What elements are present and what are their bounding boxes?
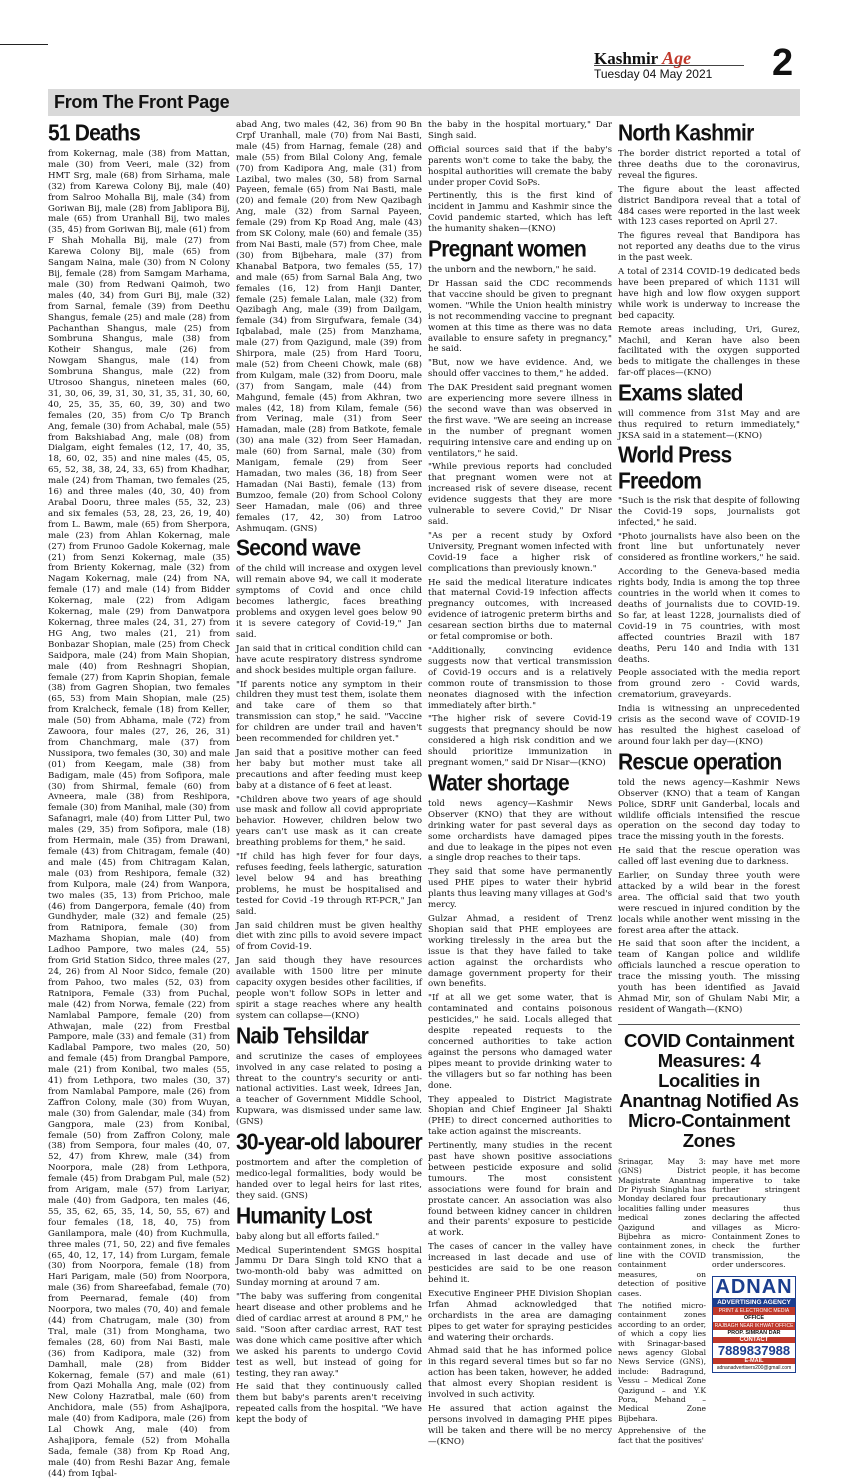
column-1 bbox=[48, 120, 230, 1479]
ad-phone-number: 7889837988 bbox=[717, 1342, 791, 1358]
article-paragraph: Srinagar, May 3: (GNS) District Magistrate Anantnag Dr Piyush Singhla has Monday declared four localities falling under medical zones Qazigund and Bijbehra as micro-containment zones, in line with the COVID containment measures, on detection of positive cases. bbox=[618, 1156, 706, 1298]
article-paragraph: Earlier, on Sunday three youth were attacked by a wild bear in the forest area. The official said that two youth were rescued in injured condition by the locals while another went missing in the forest area after the attack. bbox=[618, 871, 800, 936]
covid-right-column bbox=[712, 1157, 800, 1448]
article-paragraph: The figure about the least affected district Bandipora reveal that a total of 484 cases were reported in the last week with 123 cases reported on April 27. bbox=[618, 184, 800, 228]
ad-agency-name: ADNAN bbox=[715, 1275, 793, 1298]
article-paragraph: The notified micro-containment zones according to an order, of which a copy lies with Srinagar-based news agency Global News Service (GNS), include: Badragund, Vessu – Medical Zone Qazigund – and Y.K Pora, Mehand – Medical Zone Bijbehara. bbox=[618, 1300, 706, 1423]
covid-left-column bbox=[618, 1157, 706, 1448]
article-paragraph: and scrutinize the cases of employees involved in any case related to posing a threat to the country's security or anti-national activities. Last week, Idrees Jan, a teacher of Government Middle School, Kupwara, was dismissed under same law. (GNS) bbox=[236, 1051, 422, 1128]
headline-rescue-operation: Rescue operation bbox=[618, 749, 782, 775]
headline-naib-tehsildar: Naib Tehsildar bbox=[236, 1023, 368, 1049]
article-paragraph: told the news agency—Kashmir News Observer (KNO) that a team of Kangan Police, SDRF unit Ganderbal, locals and wildlife officials intensified the rescue operation on the second day today to trace the missing youth in the forests. bbox=[618, 777, 800, 843]
article-paragraph: He assured that action against the persons involved in damaging PHE pipes will be taken and there will be no mercy—(KNO) bbox=[428, 1403, 612, 1447]
article-paragraph: They said that some have permanently used PHE pipes to water their hybrid plants thus leaving many villages at God's mercy. bbox=[428, 867, 612, 911]
headline-labourer: 30-year-old labourer bbox=[236, 1130, 422, 1155]
article-paragraph: "But, now we have evidence. And, we should offer vaccines to them," he added. bbox=[428, 358, 612, 380]
ad-email-address: adnanadvertisers200@gmail.com bbox=[716, 1364, 792, 1371]
headline-humanity-lost: Humanity Lost bbox=[236, 1203, 372, 1229]
article-paragraph: told news agency—Kashmir News Observer (KNO) that they are without drinking water for past several days as some orchardists have damaged pipes and due to leakage in the pipes not even a single drop reaches to their taps. bbox=[428, 798, 612, 864]
ad-agency-type: ADVERTISING AGENCY bbox=[713, 1298, 795, 1307]
article-paragraph: Official sources said that if the baby's parents won't come to take the baby, the hospital authorities will cremate the baby under proper Covid SoPs. bbox=[428, 144, 612, 188]
article-paragraph: He said that soon after the incident, a team of Kangan police and wildlife officials launched a rescue operation to trace the missing youth. The missing youth has been identified as Javaid Ahmad Mir, son of Ghulam Nabi Mir, a resident of Wangath—(KNO) bbox=[618, 939, 800, 1015]
newspaper-name: Kashmir Age bbox=[594, 48, 692, 68]
article-paragraph: According to the Geneva-based media rights body, India is among the top three countries in the world when it comes to deaths of journalists due to COVID-19. So far, at least 1228, journalists died of Covid-19 in 75 countries, with most affected countries Brazil with 187 deaths, Peru 140 and India with 131 deaths. bbox=[618, 567, 800, 665]
article-paragraph: They appealed to District Magistrate Shopian and Chief Engineer Jal Shakti (PHE) to direct concerned authorities to take action against the miscreants. bbox=[428, 1094, 612, 1138]
column-3 bbox=[428, 120, 612, 1447]
headline-pregnant-women: Pregnant women bbox=[428, 237, 586, 262]
article-paragraph: Jan said though they have resources available with 1500 litre per minute capacity oxygen besides other facilities, if people won't follow SOPs in letter and spirit a stage reaches where any health system can collapse—(KNO) bbox=[236, 956, 422, 1021]
article-paragraph: Ahmad said that he has informed police in this regard several times but so far no action has been taken, however, he added that almost every Shopian resident is involved in such activity. bbox=[428, 1346, 612, 1401]
article-paragraph: The border district reported a total of three deaths due to the coronavirus, reveal the figures. bbox=[618, 149, 800, 181]
section-bar bbox=[48, 89, 800, 116]
page-number: 2 bbox=[772, 42, 794, 84]
article-paragraph: "If child has high fever for four days, refuses feeding, feels lathergic, saturation level below 94 and has breathing problems, he must be hospitalised and tested for Covid -19 through RT-PCR," Jan said. bbox=[236, 852, 422, 917]
article-paragraph: Dr Hassan said the CDC recommends that vaccine should be given to pregnant women. "While the Union health ministry is not recommending vaccine to pregnant women at this time as there was no data available to ensure safety in pregnancy," he said. bbox=[428, 278, 612, 355]
covid-article-body bbox=[618, 1157, 800, 1448]
article-paragraph: Jan said that a positive mother can feed her baby but mother must take all precautions and after feeding must keep baby at a distance of 6 feet at least. bbox=[236, 747, 422, 791]
adnan-advertisement bbox=[712, 1276, 796, 1373]
masthead-rule bbox=[594, 65, 744, 66]
article-paragraph: "While previous reports had concluded that pregnant women were not at increased risk of severe disease, recent evidence suggests that they are more vulnerable to severe Covid," Dr Nisar said. bbox=[428, 462, 612, 527]
article-paragraph: will commence from 31st May and are thus required to return immediately," JKSA said in a statement—(KNO) bbox=[618, 409, 800, 441]
headline-exams-slated: Exams slated bbox=[618, 381, 743, 407]
article-paragraph: "The baby was suffering from congenital heart disease and other problems and he died of cardiac arrest at around 8 PM," he said. "Soon after cardiac arrest, RAT test was done which came positive after which we asked his parents to undergo Covid test as well, but instead of going for testing, they ran away." bbox=[236, 1292, 422, 1379]
headline-51-deaths: 51 Deaths bbox=[48, 121, 141, 146]
headline-world-press-freedom: World Press Freedom bbox=[618, 442, 732, 494]
article-paragraph: of the child will increase and oxygen level will remain above 94, we call it moderate symptoms of Covid and once child becomes lathergic, faces breathing problems and oxygen level goes below 90 it is severe category of Covid-19," Jan said. bbox=[236, 564, 422, 640]
article-paragraph: Medical Superintendent SMGS hospital Jammu Dr Dara Singh told KNO that a two-month-old baby was admitted on Sunday morning at around 7 am. bbox=[236, 1245, 422, 1289]
headline-covid-containment: COVID Containment Measures: 4 Localities in Anantnag Notified As Micro-Containment Zones bbox=[619, 1029, 799, 1151]
headline-second-wave: Second wave bbox=[236, 536, 361, 562]
ad-contact-label: CONTACT bbox=[713, 1337, 795, 1343]
headline-north-kashmir: North Kashmir bbox=[618, 121, 754, 146]
issue-date: Tuesday 04 May 2021 bbox=[594, 67, 713, 81]
article-paragraph: "If parents notice any symptom in their children they must test them, isolate them and take care of them so that transmission can stop," he said. "Vaccine for children are under trail and haven't been recommended for children yet." bbox=[236, 679, 422, 745]
article-paragraph: the baby in the hospital mortuary," Dar Singh said. bbox=[428, 120, 612, 141]
article-paragraph: Remote areas including, Uri, Gurez, Machil, and Keran have also been facilitated with the oxygen supported beds to mitigate the challenges in these far-off places—(KNO) bbox=[618, 324, 800, 379]
article-paragraph: People associated with the media report from ground zero - Covid wards, crematorium, graveyards. bbox=[618, 668, 800, 701]
section-title: From The Front Page bbox=[54, 92, 230, 112]
article-paragraph: He said the medical literature indicates that maternal Covid-19 infection affects pregnancy outcomes, with increased evidence of iatrogenic preterm births and cesarean section births due to maternal or fetal compromise or both. bbox=[428, 577, 612, 643]
ad-proprietor: PROP. SIMRAN DAR bbox=[727, 1329, 781, 1336]
article-paragraph: He said that the rescue operation was called off last evening due to darkness. bbox=[618, 846, 800, 868]
article-paragraph: "Children above two years of age should use mask and follow all covid appropriate behavior. However, children below two years can't use mask as it can create breathing problems for them," he said. bbox=[236, 794, 422, 849]
article-paragraph: Jan said that in critical condition child can have acute respiratory distress syndrome and shock besides multiple organ failure. bbox=[236, 643, 422, 676]
article-paragraph: "As per a recent study by Oxford University, Pregnant women infected with Covid-19 face a higher risk of complications than previously known." bbox=[428, 530, 612, 574]
covid-containment-article bbox=[618, 1024, 800, 1448]
article-paragraph: Pertinently, many studies in the recent past have shown positive associations between pesticide exposure and solid tumours. The most consistent associations were found for brain and prostate cancer. An association was also found between kidney cancer in children and their parents' exposure to pesticide at work. bbox=[428, 1141, 612, 1239]
article-paragraph: A total of 2314 COVID-19 dedicated beds have been prepared of which 1131 will have high and low flow oxygen support while work is underway to increase the bed capacity. bbox=[618, 267, 800, 321]
article-paragraph: the unborn and the newborn," he said. bbox=[428, 265, 597, 276]
article-paragraph: abad Ang, two males (42, 36) from 90 Bn Crpf Uranhall, male (70) from Nai Basti, male (45) from Harnag, female (28) and male (55) from Bilal Colony Ang, female (70) from Kadipora Ang, male (31) from Lazibal, two males (30, 58) from Sarnal Payeen, female (65) from Nai Basti, male (20) and female (20) from New Qazibagh Ang, male (32) from Sarnal Payeen, female (29) from Kp Road Ang, male (43) from SK Colony, male (60) and female (35) from Nai Basti, male (57) from Chee, male (30) from Bijbehara, male (37) from Khanabal Batpora, two females (55, 17) and male (65) from Sarnal Bala Ang, two females (16, 12) from Hanji Danter, female (25) female Lalan, male (32) from Qazibagh Ang, male (39) from Dailgam, female (34) from Sirgufwara, female (34) Iqbalabad, male (25) from Manzhama, male (27) from Qazigund, male (39) from Shirpora, male (25) from Hard Tooru, male (52) from Cheeni Chowk, male (68) from Kulgam, male (32) from Dooru, male (37) from Sangam, male (44) from Mahgund, female (45) from Akhran, two males (42, 18) from Kilam, female (56) from Verinag, male (31) from Seer Hamadan, male (28) from Batkote, female (30) ana male (32) from Seer Hamadan, male (60) from Sarnal, male (30) from Manigam, female (29) from Seer Hamadan, two males (36, 18) from Seer Hamadan (Nai Basti), female (13) from Bumzoo, female (20) from School Colony Seer Hamadan, male (06) and three females (17, 42, 30) from Latroo Ashmuqam. (GNS) bbox=[236, 120, 422, 534]
article-paragraph: "Photo journalists have also been on the front line but unfortunately never considered as frontline workers," he said. bbox=[618, 531, 800, 564]
ad-email-label: E-MAIL bbox=[713, 1358, 795, 1364]
ad-media-strip: PRINT & ELECTRONIC MEDIA bbox=[713, 1307, 795, 1315]
article-paragraph: India is witnessing an unprecedented crisis as the second wave of COVID-19 has resulted the highest caseload of around four lakh per day—(KNO) bbox=[618, 704, 800, 747]
article-paragraph: "Such is the risk that despite of following the Covid-19 sops, journalists got infected," he said. bbox=[618, 495, 800, 528]
ad-address: RAJBAGH NEAR IKHWAT OFFICE bbox=[714, 1322, 794, 1329]
article-paragraph: Apprehensive of the fact that the positives' bbox=[618, 1426, 706, 1445]
article-paragraph: "If at all we get some water, that is contaminated and contains poisonous pesticides," he said. Locals alleged that despite repeated requests to the concerned authorities to take action against the persons who damaged water pipes meant to provide drinking water to the villagers but so far nothing has been done. bbox=[428, 993, 612, 1091]
article-paragraph: from Kokernag, male (38) from Mattan, male (30) from Veeri, male (32) from HMT Srg, male (68) from Sirhama, male (32) from Karewa Colony Bij, male (40) from Salroo Mohalla Bij, male (34) from Goriwan Bij, male (28) from Jablipora Bij, male (65) from Uranhall Bij, two males (35, 45) from Goriwan Bij, male (61) from F Shah Mohalla Bij, male (27) from Karewa Colony Bij, male (65) from Sangam Naina, male (30) from N Colony Bij, female (28) from Samgam Marhama, male (30) from Redwani Qaimoh, two males (40, 34) from Guri Bij, male (32) from Sarnal, female (39) from Deethu Shangus, female (25) and male (28) from Pachanthan Shangus, male (25) from Sombruna Shangus, male (38) from Kotheir Shangus, male (26) from Nowgam Shangus, male (14) from Sombruna Shangus, male (22) from Utrosoo Shangus, nineteen males (60, 31, 30, 06, 39, 31, 30, 31, 35, 31, 30, 60, 40, 25, 35, 35, 60, 39, 30) and two females (20, 35) from C/o Tp Branch Ang, female (30) from Achabal, male (55) from Bakshiabad Ang, male (08) from Dialgam, eight females (12, 17, 40, 35, 18, 60, 02, 35) and nine males (45, 05, 65, 52, 38, 38, 24, 33, 65) from Khadhar, male (24) from Thaman, two females (25, 16) and three males (40, 30, 40) from Arabal Dooru, three males (55, 32, 23) and six females (53, 28, 23, 26, 19, 40) from L. Bawm, male (65) from Sherpora, male (23) from Ahlan Kokernag, male (27) from Frunoo Gadole Kokernag, male (21) from Senzi Kokernag, male (35) from Brienty Kokernag, male (32) from Nagam Kokernag, male (24) from NA, female (17) and male (14) from Bidder Kokernag, male (22) from Adigam Kokernag, male (29) from Danwatpora Kokernag, three males (24, 31, 27) from HG Ang, two males (21, 21) from Bonbazar Shopian, male (25) from Check Saidpora, male (24) from Main Shopian, male (40) from Reshnagri Shopian, female (27) from Kaprin Shopian, female (38) from Gagren Shopian, two females (65, 53) from Main Shopian, male (25) from Kralcheck, female (18) from Keller, male (50) from Abhama, male (72) from Zawoora, four males (27, 26, 26, 31) from Chanchmarg, male (37) from Nussipora, two females (30, 30) and male (01) from Keegam, male (38) from Badigam, male (45) from Sofipora, male (30) from Shirmal, female (60) from Avneera, male (38) from Reshipora, female (30) from Manihal, male (30) from Safanagri, male (40) from Litter Pul, two males (29, 35) from Sofipora, male (18) from Hermain, male (35) from Drawani, female (43) from Chitragam, female (40) and male (45) from Chitragam Kalan, male (03) from Reshipora, female (32) from Kulpora, male (24) from Wanpora, two males (35, 13) from Prichoo, male (46) from Dangerpora, female (40) from Gundhyder, male (32) and female (25) from Ratnipora, female (30) from Mazhama Shopian, male (40) from Ladhoo Pampore, two males (24, 55) from Grid Station Sidco, three males (27, 24, 26) from Al Noor Sidco, female (20) from Pahoo, two males (52, 03) from Ratnipora, Female (33) from Puchal, male (42) from Norwa, female (22) from Namlabal Pampore, female (20) from Athwajan, male (22) from Frestbal Pampore, male (33) and female (31) from Kadlabal Pampore, two males (20, 50) and female (45) from Drangbal Pampore, male (21) from Konibal, two males (55, 41) from Lethpora, two males (30, 37) from Namlabal Pampore, male (26) from Zaffron Colony, male (30) from Wuyan, male (30) from Galendar, male (34) from Gangpora, male (23) from Konibal, female (50) from Zaffron Colony, male (38) from Sempora, four males (40, 07, 52, 47) from Khrew, male (34) from Noorpora, male (28) from Lethpora, female (45) from Drabgam Pul, male (52) from Arigam, male (57) from Lariyar, male (40) from Gadpora, ten males (46, 55, 35, 62, 65, 35, 14, 50, 55, 67) and four females (18, 18, 40, 75) from Ganilampora, male (40) from Kuchmulla, three males (71, 50, 22) and five females (65, 40, 12, 17, 14) from Lurgam, female (30) from Noorpora, female (18) from Hari Parigam, male (50) from Noorpora, male (36) from Shareefabad, female (70) from Peernarad, female (40) from Noorpora, two males (70, 40) and female (44) from Chatrugam, male (30) from Tral, male (31) from Monghama, two females (28, 60) from Nai Basti, male (36) from Kadipora, male (32) from Damhall, male (28) from Bidder Kokernag, female (57) and male (61) from Qazi Mohalla Ang, male (02) from New Colony Hazratbal, male (60) from Anchidora, male (55) from Ashajipora, male (40) from Kadipora, male (26) from Lal Chowk Ang, male (40) from Ashajipora, female (52) from Mohalla Sada, female (38) from Kp Road Ang, male (40) from Reshi Bazar Ang, female (44) from Iqbal- bbox=[48, 149, 230, 1479]
article-paragraph: He said that they continuously called them but baby's parents aren't receiving repeated calls from the hospital. "We have kept the body of bbox=[236, 1382, 422, 1426]
article-paragraph: baby along but all efforts failed." bbox=[236, 1231, 380, 1242]
top-rule bbox=[0, 44, 48, 45]
article-paragraph: The DAK President said pregnant women are experiencing more severe illness in the second wave than was observed in the first wave. "We are seeing an increase in the number of pregnant women requiring intensive care and ending up on ventilators," he said. bbox=[428, 383, 612, 459]
article-paragraph: Executive Engineer PHE Division Shopian Irfan Ahmad acknowledged that orchardists in the area are damaging pipes to get water for spraying pesticides and watering their orchards. bbox=[428, 1288, 612, 1343]
column-4 bbox=[618, 120, 800, 1445]
article-paragraph: Pertinently, this is the first kind of incident in Jammu and Kashmir since the Covid pandemic started, which has left the humanity shaken—(KNO) bbox=[428, 191, 612, 235]
article-paragraph: Jan said children must be given healthy diet with zinc pills to avoid severe impact of from Covid-19. bbox=[236, 920, 422, 953]
article-paragraph: The cases of cancer in the valley have increased in last decade and use of pesticides are said to be one reason behind it. bbox=[428, 1242, 612, 1285]
headline-water-shortage: Water shortage bbox=[428, 770, 569, 796]
column-2 bbox=[236, 120, 422, 1426]
article-paragraph: The figures reveal that Bandipora has not reported any deaths due to the virus in the past week. bbox=[618, 231, 800, 264]
article-paragraph: "Additionally, convincing evidence suggests now that vertical transmission of Covid-19 occurs and is a relatively common route of transmission to those neonates diagnosed with the infection immediately after birth." bbox=[428, 645, 612, 711]
ad-office-label: OFFICE bbox=[743, 1314, 765, 1321]
article-paragraph: postmortem and after the completion of medico-legal formalities, body would be handed over to legal heirs for last rites, they said. (GNS) bbox=[236, 1158, 422, 1201]
article-paragraph: Gulzar Ahmad, a resident of Trenz Shopian said that PHE employees are working tirelessly in the area but the issue is that they have failed to take action against the orchardists who damage government property for their own benefits. bbox=[428, 914, 612, 990]
article-paragraph: "The higher risk of severe Covid-19 suggests that pregnancy should be now considered a high risk condition and we should prioritize immunization in pregnant women," said Dr Nisar—(KNO) bbox=[428, 714, 612, 769]
article-paragraph: may have met more people, it has become imperative to take further stringent precautionary measures thus declaring the affected villages as Micro-Containment Zones to check the further transmission, the order underscores. bbox=[712, 1156, 800, 1270]
